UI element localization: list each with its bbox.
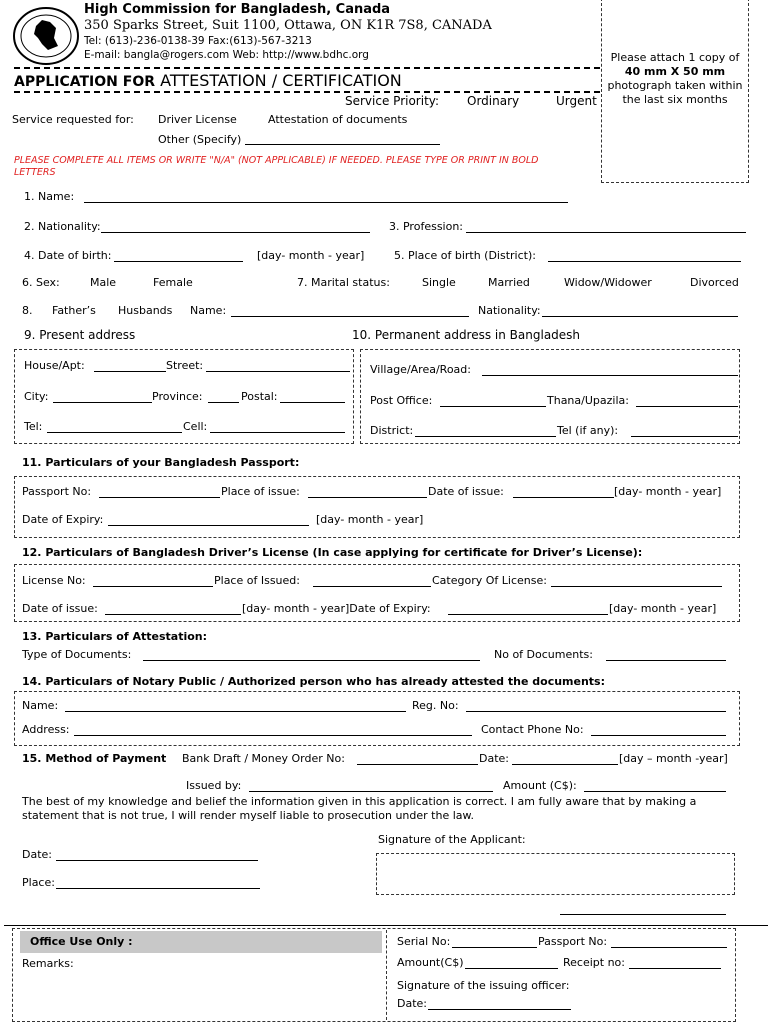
- office-passport-label: Passport No:: [538, 935, 608, 948]
- office-passport-field[interactable]: [611, 936, 727, 948]
- present-tel-label: Tel:: [24, 420, 43, 433]
- org-name: High Commission for Bangladesh, Canada: [84, 2, 391, 17]
- post-office-label: Post Office:: [370, 394, 433, 407]
- notary-heading: 14. Particulars of Notary Public / Authorized person who has already attested the documents:: [22, 675, 606, 688]
- sex-label: 6. Sex:: [22, 276, 60, 289]
- document-count-label: No of Documents:: [494, 648, 593, 661]
- fathers-option[interactable]: Father’s: [52, 304, 96, 317]
- service-requested-label: Service requested for:: [12, 113, 134, 126]
- pob-field[interactable]: [548, 250, 741, 262]
- notary-address-field[interactable]: [74, 724, 472, 736]
- passport-heading: 11. Particulars of your Bangladesh Passport:: [22, 456, 300, 469]
- serial-no-field[interactable]: [452, 936, 537, 948]
- passport-expiry-label: Date of Expiry:: [22, 513, 104, 526]
- cell-field[interactable]: [210, 421, 345, 433]
- district-field[interactable]: [415, 425, 556, 437]
- postal-label: Postal:: [241, 390, 278, 403]
- passport-expiry-format: [day- month - year]: [316, 513, 424, 526]
- postal-field[interactable]: [280, 391, 345, 403]
- profession-field[interactable]: [466, 221, 746, 233]
- relative-nationality-label: Nationality:: [478, 304, 541, 317]
- form-title-bold: APPLICATION FOR: [14, 74, 156, 90]
- issued-by-field[interactable]: [249, 780, 493, 792]
- name-field[interactable]: [84, 191, 568, 203]
- house-label: House/Apt:: [24, 359, 85, 372]
- priority-ordinary[interactable]: Ordinary: [467, 94, 520, 108]
- issued-by-label: Issued by:: [186, 779, 242, 792]
- office-divider: [386, 930, 387, 1020]
- notary-phone-field[interactable]: [591, 724, 726, 736]
- notary-name-label: Name:: [22, 699, 59, 712]
- attestation-heading: 13. Particulars of Attestation:: [22, 630, 208, 643]
- officer-signature-label: Signature of the issuing officer:: [397, 979, 570, 992]
- remarks-label: Remarks:: [22, 957, 74, 970]
- amount-label: Amount (C$):: [503, 779, 577, 792]
- amount-field[interactable]: [584, 780, 726, 792]
- photo-instruction-1: Please attach 1 copy of: [610, 51, 740, 64]
- notary-reg-label: Reg. No:: [412, 699, 459, 712]
- passport-date-label: Date of issue:: [428, 485, 504, 498]
- passport-place-field[interactable]: [308, 486, 427, 498]
- marital-label: 7. Marital status:: [297, 276, 390, 289]
- district-label: District:: [370, 424, 414, 437]
- province-field[interactable]: [208, 391, 239, 403]
- notary-phone-label: Contact Phone No:: [481, 723, 584, 736]
- service-other-label: Other (Specify): [158, 133, 242, 146]
- license-expiry-field[interactable]: [448, 603, 608, 615]
- permanent-tel-label: Tel (if any):: [557, 424, 619, 437]
- name-label: 1. Name:: [24, 190, 75, 203]
- service-driver-license[interactable]: Driver License: [158, 113, 237, 126]
- photo-instruction-2: photograph taken within: [607, 79, 743, 92]
- serial-no-label: Serial No:: [397, 935, 451, 948]
- place-label: Place:: [22, 876, 55, 889]
- photo-instruction-3: the last six months: [622, 93, 728, 106]
- org-phone-fax: Tel: (613)-236-0138-39 Fax:(613)-567-3213: [84, 35, 312, 47]
- thana-field[interactable]: [636, 395, 738, 407]
- relative-name-field[interactable]: [231, 305, 469, 317]
- city-label: City:: [24, 390, 49, 403]
- marital-widow[interactable]: Widow/Widower: [564, 276, 652, 289]
- cut-line: [4, 925, 768, 926]
- passport-place-label: Place of issue:: [221, 485, 300, 498]
- street-label: Street:: [166, 359, 204, 372]
- receipt-label: Receipt no:: [563, 956, 625, 969]
- dob-label: 4. Date of birth:: [24, 249, 112, 262]
- document-count-field[interactable]: [606, 649, 726, 661]
- bangladesh-seal-logo: [12, 6, 80, 66]
- declaration-line-2: statement that is not true, I will render myself liable to prosecution under the law.: [22, 809, 474, 822]
- signature-line: [560, 914, 726, 915]
- payment-date-format: [day – month -year]: [619, 752, 728, 765]
- office-date-label: Date:: [397, 997, 427, 1010]
- place-field[interactable]: [56, 877, 260, 889]
- field-8-label: 8.: [22, 304, 33, 317]
- cell-label: Cell:: [183, 420, 208, 433]
- license-place-field[interactable]: [313, 575, 431, 587]
- passport-no-field[interactable]: [99, 486, 220, 498]
- date-field[interactable]: [56, 849, 258, 861]
- profession-label: 3. Profession:: [389, 220, 464, 233]
- marital-married[interactable]: Married: [488, 276, 530, 289]
- payment-method-label: Bank Draft / Money Order No:: [182, 752, 345, 765]
- document-type-label: Type of Documents:: [22, 648, 132, 661]
- license-heading: 12. Particulars of Bangladesh Driver’s License (In case applying for certificate for Driver’s License):: [22, 546, 643, 559]
- nationality-label: 2. Nationality:: [24, 220, 101, 233]
- passport-date-field[interactable]: [513, 486, 614, 498]
- passport-expiry-field[interactable]: [108, 514, 309, 526]
- nationality-field[interactable]: [101, 221, 370, 233]
- license-no-label: License No:: [22, 574, 86, 587]
- city-field[interactable]: [53, 391, 152, 403]
- payment-no-field[interactable]: [357, 753, 478, 765]
- relative-name-label: Name:: [190, 304, 227, 317]
- form-title: [14, 71, 402, 90]
- license-expiry-label: [day- month - year]Date of Expiry:: [242, 602, 431, 615]
- service-priority-label: Service Priority:: [345, 94, 440, 108]
- org-address: 350 Sparks Street, Suit 1100, Ottawa, ON K1R 7S8, CANADA: [84, 18, 492, 33]
- marital-single[interactable]: Single: [422, 276, 456, 289]
- instruction-text-cont: LETTERS: [14, 167, 56, 178]
- service-other-field[interactable]: [245, 133, 440, 145]
- notary-reg-field[interactable]: [466, 700, 726, 712]
- license-expiry-format: [day- month - year]: [609, 602, 717, 615]
- org-email-web: E-mail: bangla@rogers.com Web: http://www.bdhc.org: [84, 49, 369, 61]
- relative-nationality-field[interactable]: [542, 305, 738, 317]
- document-type-field[interactable]: [143, 649, 480, 661]
- payment-date-field[interactable]: [512, 753, 618, 765]
- declaration-line-1: The best of my knowledge and belief the information given in this application is correct. I am fully aware that by making a: [22, 795, 697, 808]
- photo-size: 40 mm X 50 mm: [624, 65, 726, 78]
- license-issue-field[interactable]: [105, 603, 241, 615]
- marital-divorced[interactable]: Divorced: [690, 276, 739, 289]
- village-label: Village/Area/Road:: [370, 363, 471, 376]
- divider: [14, 67, 600, 69]
- license-issue-label: Date of issue:: [22, 602, 98, 615]
- dob-format: [day- month - year]: [257, 249, 365, 262]
- applicant-signature-box[interactable]: [376, 853, 735, 895]
- service-attestation[interactable]: Attestation of documents: [268, 113, 408, 126]
- sex-female[interactable]: Female: [153, 276, 193, 289]
- instruction-text: PLEASE COMPLETE ALL ITEMS OR WRITE "N/A" (NOT APPLICABLE) IF NEEDED. PLEASE TYPE OR PRINT IN BOLD: [14, 155, 539, 166]
- receipt-field[interactable]: [629, 957, 721, 969]
- payment-heading: 15. Method of Payment: [22, 752, 167, 765]
- notary-name-field[interactable]: [65, 700, 406, 712]
- payment-date-label: Date:: [479, 752, 509, 765]
- office-use-heading: Office Use Only :: [20, 931, 382, 953]
- house-field[interactable]: [94, 360, 166, 372]
- priority-urgent[interactable]: Urgent: [556, 94, 597, 108]
- street-field[interactable]: [206, 360, 350, 372]
- license-category-label: Category Of License:: [432, 574, 547, 587]
- office-amount-field[interactable]: [465, 957, 558, 969]
- pob-label: 5. Place of birth (District):: [394, 249, 536, 262]
- passport-no-label: Passport No:: [22, 485, 92, 498]
- thana-label: Thana/Upazila:: [547, 394, 629, 407]
- village-field[interactable]: [482, 364, 738, 376]
- present-tel-field[interactable]: [47, 421, 182, 433]
- dob-field[interactable]: [114, 250, 243, 262]
- license-no-field[interactable]: [93, 575, 213, 587]
- husbands-option[interactable]: Husbands: [118, 304, 173, 317]
- license-place-label: Place of Issued:: [214, 574, 300, 587]
- divider: [14, 91, 600, 93]
- office-date-field[interactable]: [428, 998, 571, 1010]
- form-title-rest: ATTESTATION / CERTIFICATION: [160, 71, 402, 90]
- date-label: Date:: [22, 848, 52, 861]
- license-category-field[interactable]: [551, 575, 722, 587]
- sex-male[interactable]: Male: [90, 276, 117, 289]
- office-amount-label: Amount(C$): [397, 956, 464, 969]
- present-address-label: 9. Present address: [24, 328, 136, 342]
- passport-date-format: [day- month - year]: [614, 485, 722, 498]
- post-office-field[interactable]: [440, 395, 546, 407]
- permanent-tel-field[interactable]: [631, 425, 738, 437]
- notary-address-label: Address:: [22, 723, 70, 736]
- applicant-signature-label: Signature of the Applicant:: [378, 833, 526, 846]
- permanent-address-label: 10. Permanent address in Bangladesh: [352, 328, 581, 342]
- province-label: Province:: [152, 390, 203, 403]
